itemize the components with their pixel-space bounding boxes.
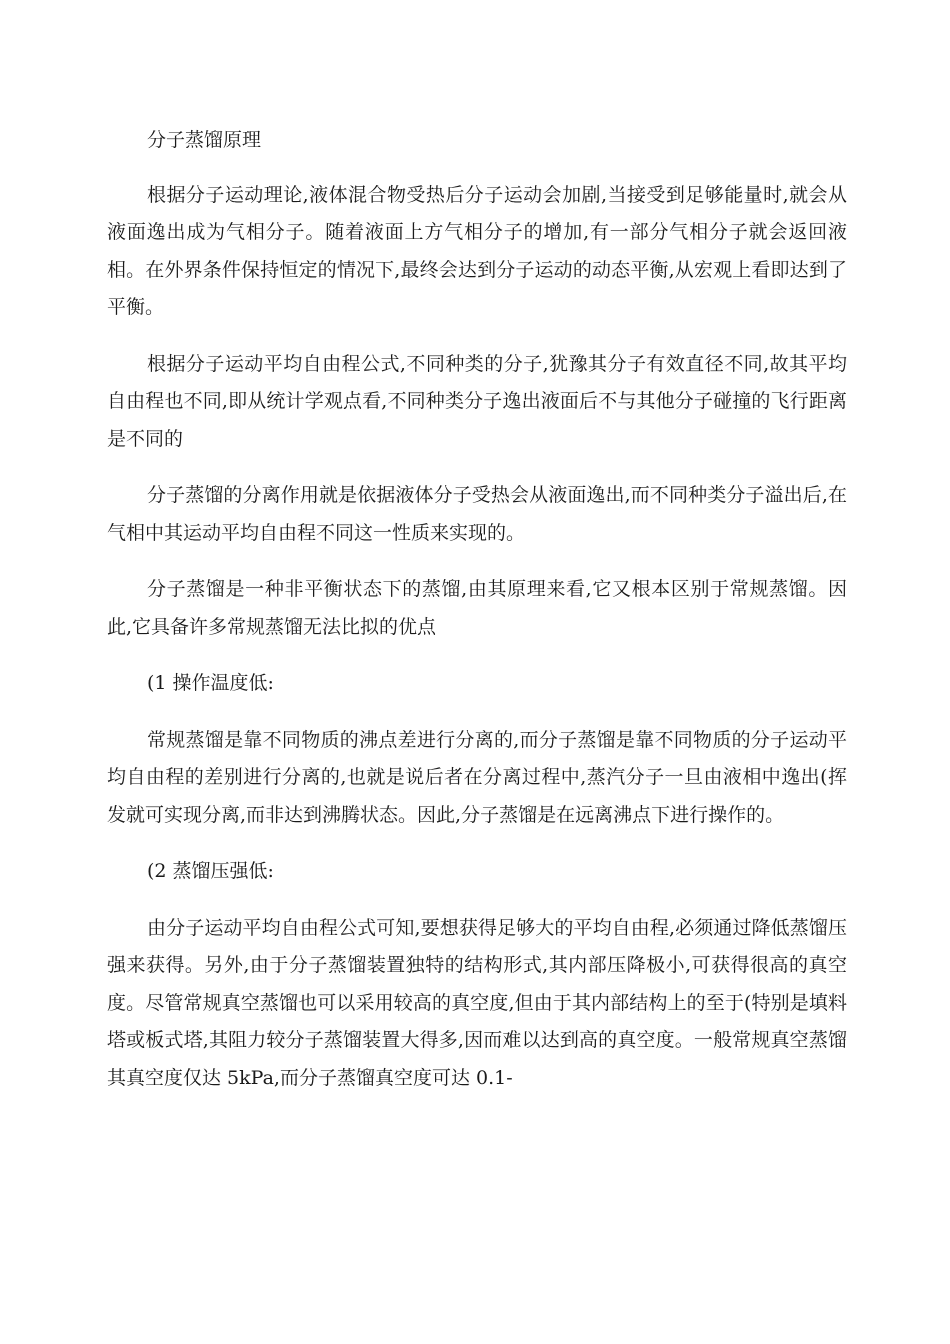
paragraph-2: 根据分子运动平均自由程公式,不同种类的分子,犹豫其分子有效直径不同,故其平均自由程也不同,即从统计学观点看,不同种类分子逸出液面后不与其他分子碰撞的飞行距离是不同的 [107, 352, 847, 450]
document-body [107, 122, 847, 1097]
section-title: 分子蒸馏原理 [147, 129, 262, 151]
paragraph-3: 分子蒸馏的分离作用就是依据液体分子受热会从液面逸出,而不同种类分子溢出后,在气相中其运动平均自由程不同这一性质来实现的。 [107, 484, 847, 544]
paragraph-1: 根据分子运动理论,液体混合物受热后分子运动会加剧,当接受到足够能量时,就会从液面逸出成为气相分子。随着液面上方气相分子的增加,有一部分气相分子就会返回液相。在外界条件保持恒定的情况下,最终会达到分子运动的动态平衡,从宏观上看即达到了平衡。 [107, 183, 847, 318]
paragraph-4: 分子蒸馏是一种非平衡状态下的蒸馏,由其原理来看,它又根本区别于常规蒸馏。因此,它具备许多常规蒸馏无法比拟的优点 [107, 578, 847, 638]
paragraph-6: 由分子运动平均自由程公式可知,要想获得足够大的平均自由程,必须通过降低蒸馏压强来获得。另外,由于分子蒸馏装置独特的结构形式,其内部压降极小,可获得很高的真空度。尽管常规真空蒸馏也可以采用较高的真空度,但由于其内部结构上的至于(特别是填料塔或板式塔,其阻力较分子蒸馏装置大得多,因而难以达到高的真空度。一般常规真空蒸馏其真空度仅达 5kPa,而分子蒸馏真空度可达 0.1- [107, 916, 847, 1089]
list-heading-2: (2 蒸馏压强低: [147, 860, 274, 882]
paragraph-5: 常规蒸馏是靠不同物质的沸点差进行分离的,而分子蒸馏是靠不同物质的分子运动平均自由程的差别进行分离的,也就是说后者在分离过程中,蒸汽分子一旦由液相中逸出(挥发就可实现分离,而非达到沸腾状态。因此,分子蒸馏是在远离沸点下进行操作的。 [107, 728, 847, 826]
list-heading-1: (1 操作温度低: [147, 672, 274, 694]
